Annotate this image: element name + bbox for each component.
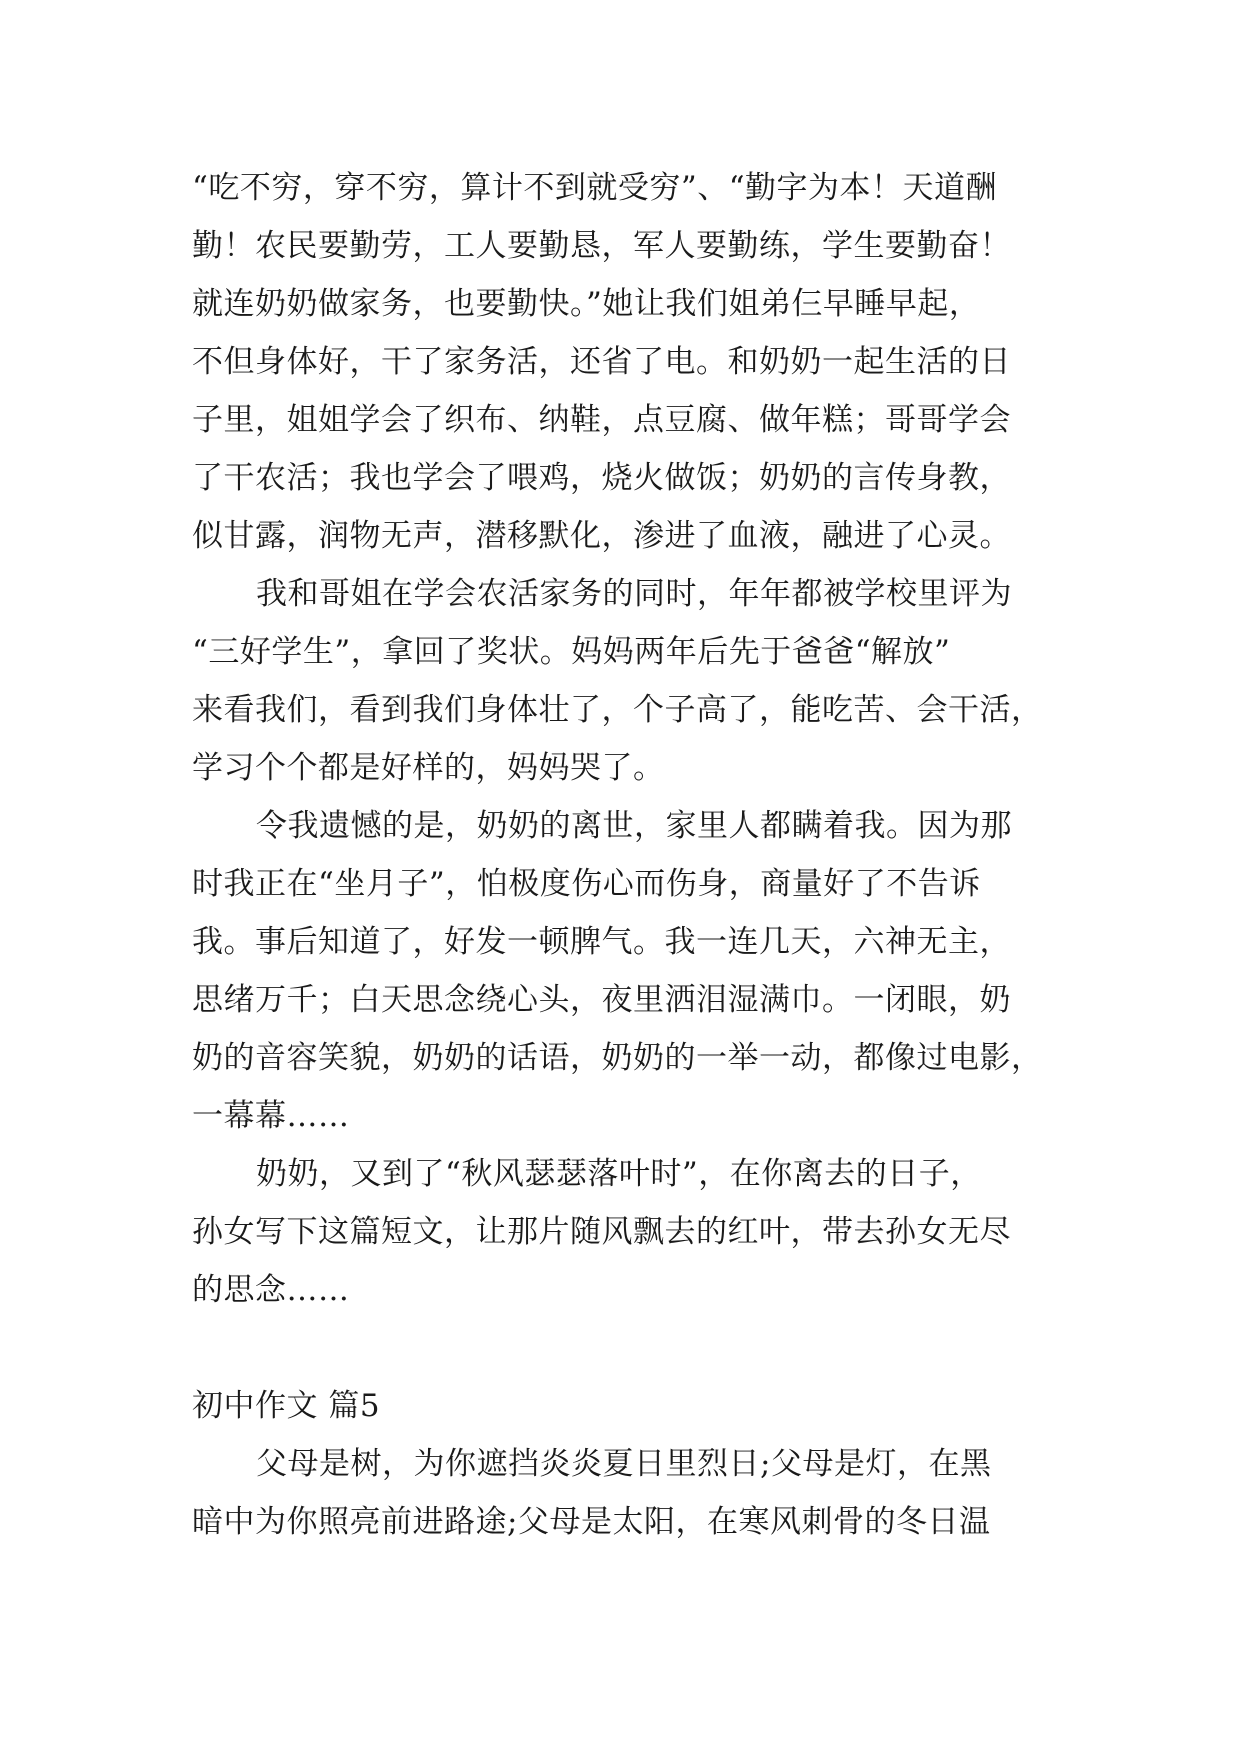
paragraph-first-line: 我和哥姐在学会农活家务的同时，年年都被学校里评为 — [256, 576, 1012, 612]
body-line: 的思念…… — [192, 1272, 350, 1308]
section-heading: 初中作文 篇5 — [192, 1388, 381, 1424]
body-line: 一幕幕…… — [192, 1098, 350, 1134]
body-line: 暗中为你照亮前进路途;父母是太阳，在寒风刺骨的冬日温 — [192, 1504, 991, 1540]
body-line: 时我正在“坐月子”，怕极度伤心而伤身，商量好了不告诉 — [192, 866, 981, 902]
body-line: 就连奶奶做家务，也要勤快。”她让我们姐弟仨早睡早起， — [192, 286, 981, 322]
body-line: 不但身体好，干了家务活，还省了电。和奶奶一起生活的日 — [192, 344, 1011, 380]
paragraph-first-line: 奶奶，又到了“秋风瑟瑟落叶时”，在你离去的日子， — [256, 1156, 982, 1192]
body-line: 思绪万千；白天思念绕心头，夜里洒泪湿满巾。一闭眼，奶 — [192, 982, 1011, 1018]
paragraph-first-line: 父母是树，为你遮挡炎炎夏日里烈日;父母是灯，在黑 — [256, 1446, 992, 1482]
body-line: 奶的音容笑貌，奶奶的话语，奶奶的一举一动，都像过电影， — [192, 1040, 1043, 1076]
body-line: 似甘露，润物无声，潜移默化，渗进了血液，融进了心灵。 — [192, 518, 1011, 554]
body-line: 学习个个都是好样的，妈妈哭了。 — [192, 750, 665, 786]
body-line: “吃不穷，穿不穷，算计不到就受穷”、“勤字为本！天道酬 — [192, 170, 998, 206]
body-line: 来看我们，看到我们身体壮了，个子高了，能吃苦、会干活， — [192, 692, 1043, 728]
body-line: 子里，姐姐学会了织布、纳鞋，点豆腐、做年糕；哥哥学会 — [192, 402, 1011, 438]
body-line: 我。事后知道了，好发一顿脾气。我一连几天，六神无主， — [192, 924, 1011, 960]
body-line: “三好学生”，拿回了奖状。妈妈两年后先于爸爸“解放” — [192, 634, 951, 670]
body-line: 孙女写下这篇短文，让那片随风飘去的红叶，带去孙女无尽 — [192, 1214, 1011, 1250]
body-line: 了干农活；我也学会了喂鸡，烧火做饭；奶奶的言传身教， — [192, 460, 1011, 496]
paragraph-first-line: 令我遗憾的是，奶奶的离世，家里人都瞒着我。因为那 — [256, 808, 1012, 844]
body-line: 勤！农民要勤劳，工人要勤恳，军人要勤练，学生要勤奋！ — [192, 228, 1011, 264]
